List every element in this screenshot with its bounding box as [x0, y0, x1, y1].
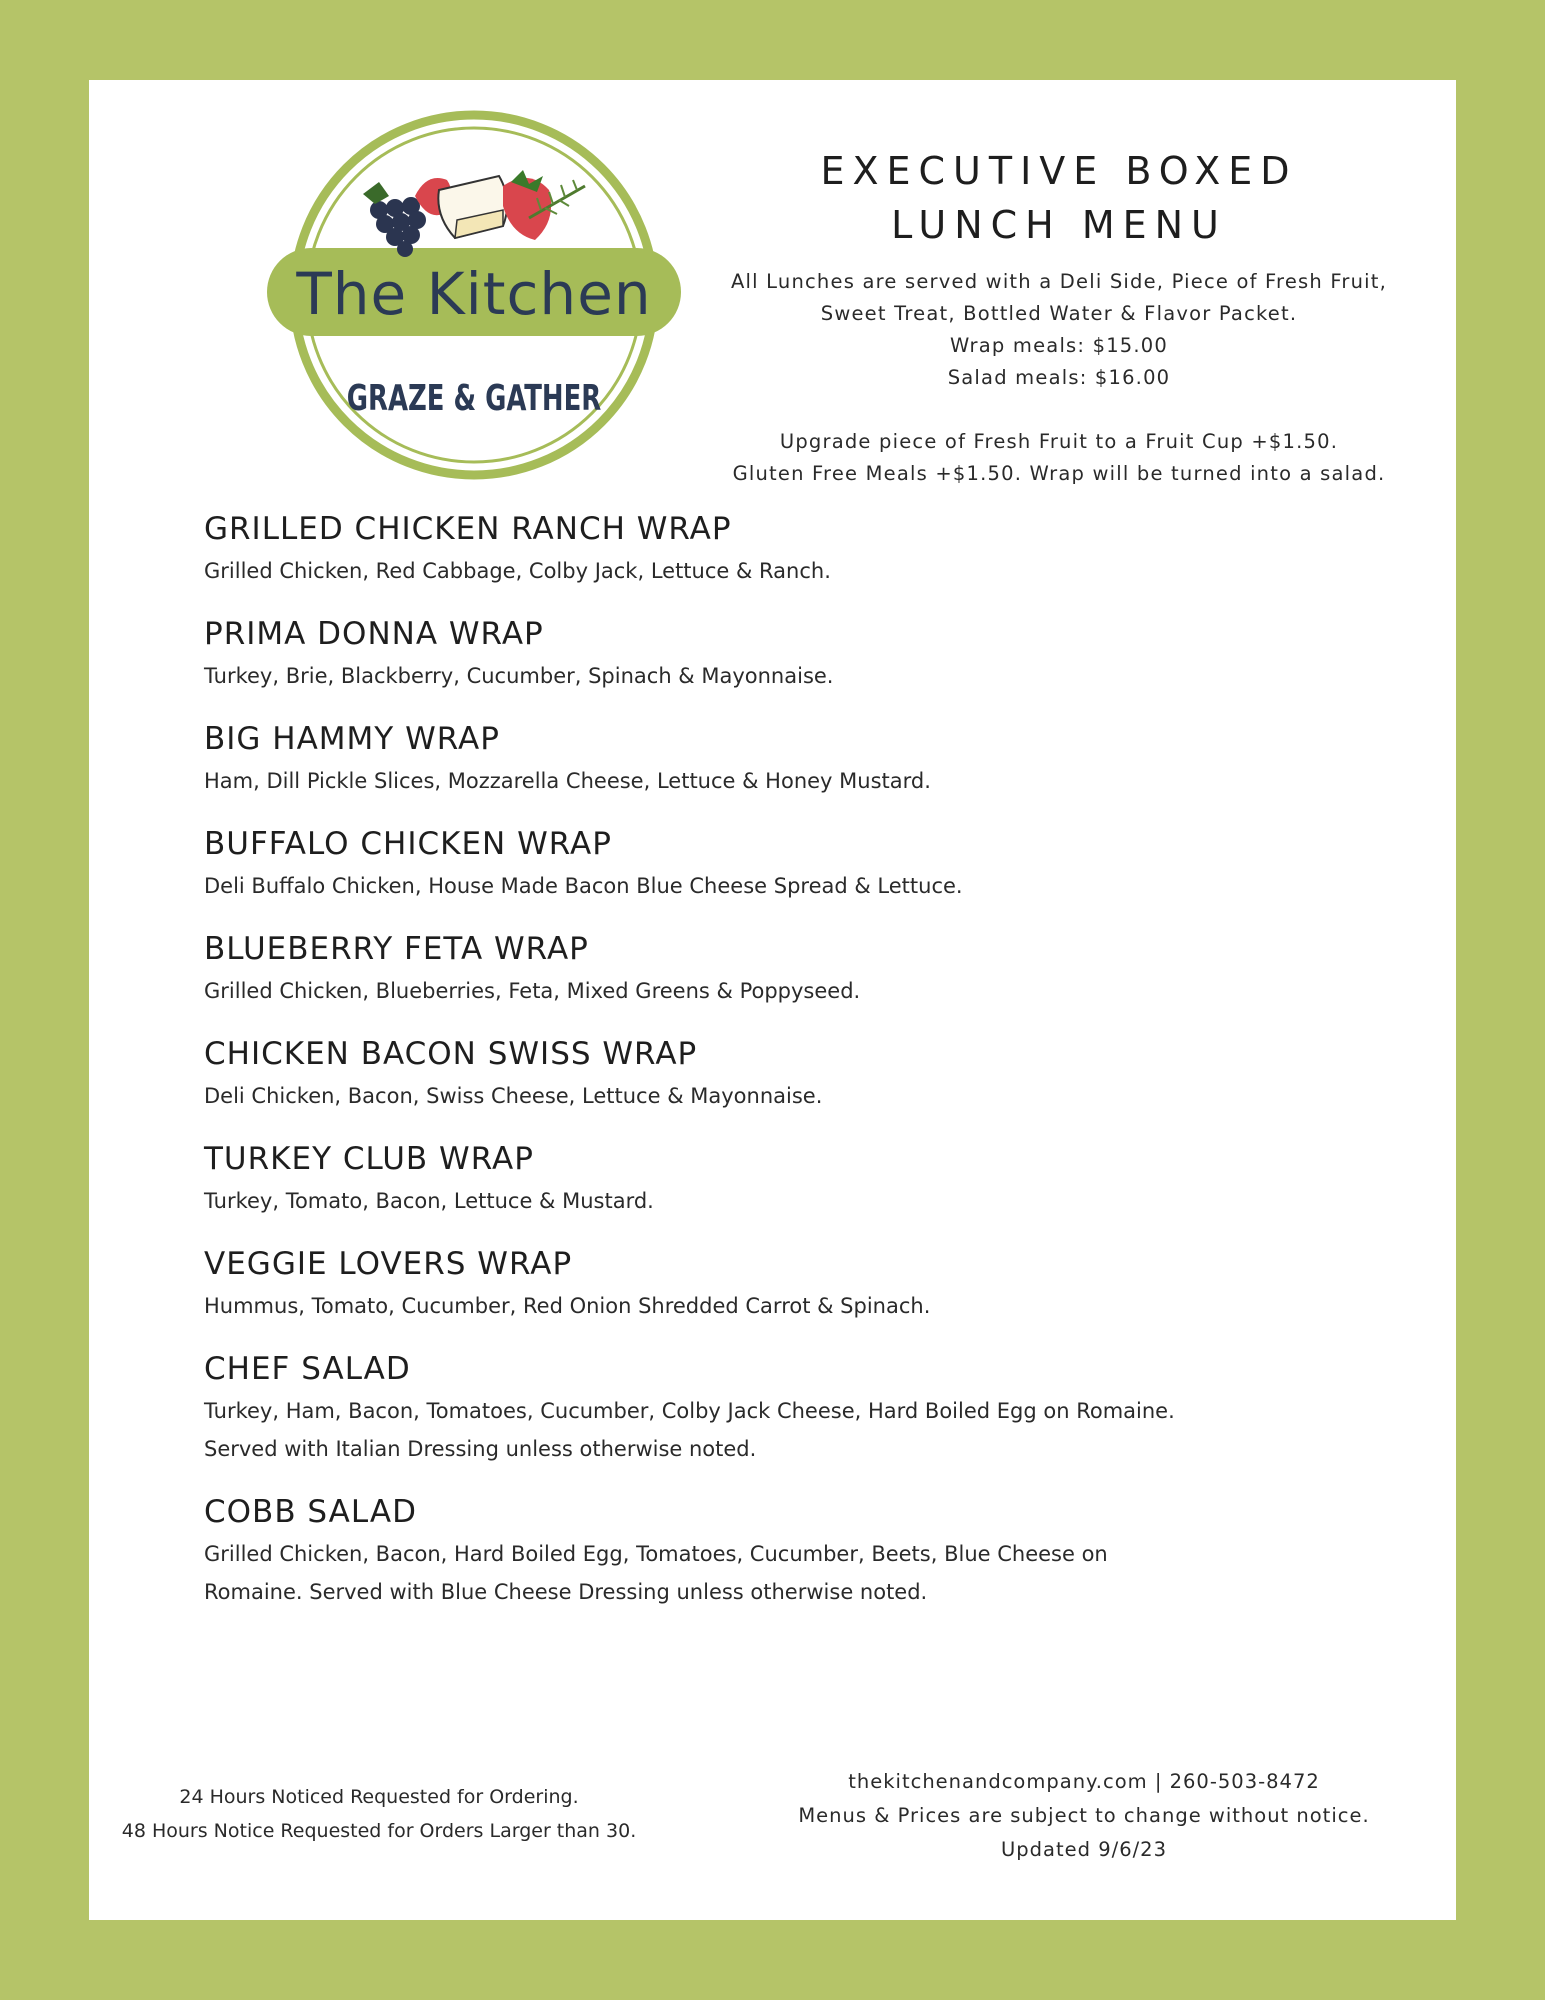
menu-item [204, 1491, 1354, 1611]
notice-line: 48 Hours Notice Requested for Orders Larger than 30. [121, 1820, 637, 1842]
item-description [204, 972, 1354, 1010]
item-description [204, 657, 1354, 695]
item-description-line: Grilled Chicken, Bacon, Hard Boiled Egg, Tomatoes, Cucumber, Beets, Blue Cheese on [204, 1542, 1108, 1566]
item-name: VEGGIE LOVERS WRAP [204, 1246, 573, 1282]
page-title-line1: EXECUTIVE BOXED [820, 149, 1298, 193]
menu-item [204, 1243, 1354, 1325]
wrap-price: Wrap meals: $15.00 [949, 334, 1169, 357]
item-description [204, 1287, 1354, 1325]
item-name: CHICKEN BACON SWISS WRAP [204, 1036, 698, 1072]
salad-price: Salad meals: $16.00 [947, 366, 1171, 389]
item-name: BUFFALO CHICKEN WRAP [204, 826, 612, 862]
menu-item [204, 1138, 1354, 1220]
menu-item [204, 823, 1354, 905]
item-description [204, 1535, 1354, 1611]
item-description [204, 1077, 1354, 1115]
item-name: GRILLED CHICKEN RANCH WRAP [204, 511, 732, 547]
menu-item [204, 928, 1354, 1010]
item-description-line: Hummus, Tomato, Cucumber, Red Onion Shredded Carrot & Spinach. [204, 1294, 931, 1318]
menu-item [204, 613, 1354, 695]
menu-item [204, 508, 1354, 590]
website-phone: thekitchenandcompany.com | 260-503-8472 [848, 1770, 1320, 1793]
logo-subtitle: GRAZE & GATHER [346, 378, 602, 419]
menu-list [204, 508, 1354, 1634]
item-name: BLUEBERRY FETA WRAP [204, 931, 589, 967]
menu-header [709, 144, 1409, 490]
intro-text [709, 266, 1409, 490]
item-description [204, 867, 1354, 905]
item-description-line: Served with Italian Dressing unless otherwise noted. [204, 1437, 757, 1461]
logo-title: The Kitchen [296, 260, 652, 328]
item-description-line: Grilled Chicken, Red Cabbage, Colby Jack, Lettuce & Ranch. [204, 559, 831, 583]
item-description-line: Turkey, Tomato, Bacon, Lettuce & Mustard. [204, 1189, 654, 1213]
item-description [204, 552, 1354, 590]
upgrade-line: Upgrade piece of Fresh Fruit to a Fruit Cup +$1.50. [779, 430, 1339, 453]
item-name: PRIMA DONNA WRAP [204, 616, 544, 652]
item-description-line: Grilled Chicken, Blueberries, Feta, Mixed Greens & Poppyseed. [204, 979, 861, 1003]
item-description-line: Turkey, Ham, Bacon, Tomatoes, Cucumber, Colby Jack Cheese, Hard Boiled Egg on Romaine. [204, 1399, 1175, 1423]
item-description [204, 1182, 1354, 1220]
price-disclaimer: Menus & Prices are subject to change without notice. [798, 1804, 1370, 1827]
item-description-line: Ham, Dill Pickle Slices, Mozzarella Cheese, Lettuce & Honey Mustard. [204, 769, 931, 793]
item-description [204, 1392, 1354, 1468]
item-description-line: Deli Chicken, Bacon, Swiss Cheese, Lettuce & Mayonnaise. [204, 1084, 823, 1108]
page-title-line2: LUNCH MENU [891, 203, 1227, 247]
menu-item [204, 718, 1354, 800]
item-name: TURKEY CLUB WRAP [204, 1141, 534, 1177]
intro-line: Sweet Treat, Bottled Water & Flavor Packet. [820, 302, 1298, 325]
updated-date: Updated 9/6/23 [1001, 1838, 1167, 1861]
item-description [204, 762, 1354, 800]
menu-item [204, 1033, 1354, 1115]
item-name: BIG HAMMY WRAP [204, 721, 500, 757]
item-name: CHEF SALAD [204, 1351, 411, 1387]
contact-info [779, 1765, 1389, 1867]
item-name: COBB SALAD [204, 1494, 417, 1530]
kitchen-logo [267, 110, 681, 480]
item-description-line: Deli Buffalo Chicken, House Made Bacon Blue Cheese Spread & Lettuce. [204, 874, 963, 898]
upgrade-line: Gluten Free Meals +$1.50. Wrap will be turned into a salad. [732, 462, 1386, 485]
menu-item [204, 1348, 1354, 1468]
item-description-line: Romaine. Served with Blue Cheese Dressing unless otherwise noted. [204, 1580, 928, 1604]
intro-line: All Lunches are served with a Deli Side, Piece of Fresh Fruit, [731, 270, 1387, 293]
ordering-notice [119, 1780, 639, 1848]
menu-page [89, 80, 1456, 1920]
item-description-line: Turkey, Brie, Blackberry, Cucumber, Spinach & Mayonnaise. [204, 664, 834, 688]
notice-line: 24 Hours Noticed Requested for Ordering. [179, 1786, 579, 1808]
